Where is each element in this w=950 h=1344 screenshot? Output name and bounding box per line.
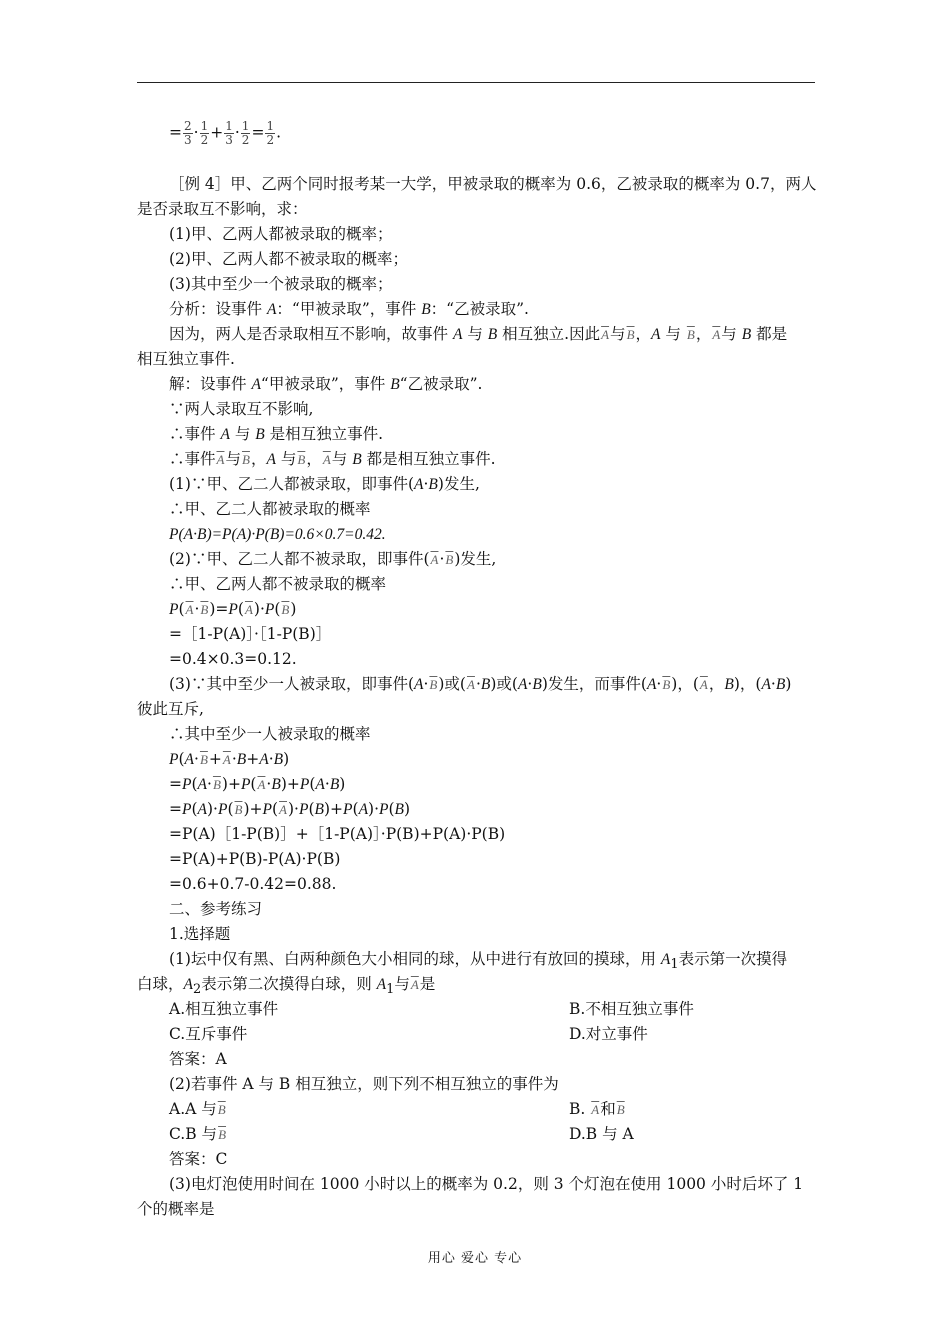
fraction-3: $\frac{1}{3}$ [225, 119, 233, 147]
part3-line-1: (3)∵其中至少一人被录取，即事件$(A\cdot\overline{B})$或$(\overline{A}\cdot B)$或(A·B)发生，而事件$(A\cdot\overline{B})$，($\overline{A}$，B)，(A·B) [169, 675, 792, 693]
answer-2: 答案：C [169, 1150, 228, 1168]
plus: + [210, 123, 224, 142]
example-line-2: 是否录取互不影响，求： [137, 200, 308, 218]
practice-q1-options-1 [169, 997, 817, 1021]
option-c: C.互斥事件 [169, 1025, 248, 1043]
option-b: B.不相互独立事件 [569, 1000, 694, 1018]
question-1: (1)甲、乙两人都被录取的概率； [169, 225, 393, 243]
dot: · [234, 123, 240, 142]
eq-sign: = [251, 123, 265, 142]
part2-line-2: ∴甲、乙两人都不被录取的概率 [169, 575, 387, 593]
part2-line-3: $P(\overline{A}\cdot\overline{B})=P(\overline{A})\cdot P(\overline{B})$ [169, 600, 297, 618]
page-footer: 用心 爱心 专心 [427, 1251, 523, 1266]
option-b: B. $\overline{A}$和$\overline{B}$ [569, 1100, 625, 1118]
option-a: A.A 与$\overline{B}$ [169, 1100, 226, 1118]
fraction-5: $\frac{1}{2}$ [266, 119, 275, 147]
practice-q2-options-1 [169, 1097, 817, 1122]
part3-line-2: 彼此互斥, [137, 700, 204, 718]
part3-line-8: =P(A)+P(B)-P(A)·P(B) [169, 850, 341, 868]
fraction-2: $\frac{1}{2}$ [200, 119, 209, 147]
option-d: D.对立事件 [569, 1025, 648, 1043]
question-2: (2)甲、乙两人都不被录取的概率； [169, 250, 408, 268]
practice-q3-line-1: (3)电灯泡使用时间在 1000 小时以上的概率为 0.2，则 3 个灯泡在使用 1000 小时后坏了 1 [169, 1175, 804, 1193]
part2-line-5: =0.4×0.3=0.12. [169, 650, 297, 668]
practice-q1-line-2: 白球，$A_2$表示第二次摸得白球，则 $A_1$与$\overline{A}$是 [137, 975, 436, 998]
part3-line-9: =0.6+0.7-0.42=0.88. [169, 875, 337, 893]
fraction-1: $\frac{2}{3}$ [184, 119, 192, 147]
example-line-1: ［例 4］甲、乙两个同时报考某一大学，甲被录取的概率为 0.6，乙被录取的概率为 0.7，两人 [169, 175, 817, 193]
fraction-4: $\frac{1}{2}$ [241, 119, 250, 147]
part1-line-2: ∴甲、乙二人都被录取的概率 [169, 500, 371, 518]
option-d: D.B 与 A [569, 1125, 634, 1143]
part3-line-5: $=P(A\cdot\overline{B})+P(\overline{A}\cdot B)+P(A\cdot B)$ [169, 775, 346, 793]
analysis-line: 分析：设事件 A：“甲被录取”，事件 B：“乙被录取”. [169, 300, 529, 318]
analysis-reason-line: 因为，两人是否录取相互不影响，故事件 A 与 B 相互独立.因此$\overline{A}$与$\overline{B}$，A 与 $\overline{B}$，$\overline{A}$与 B 都是 [169, 325, 788, 343]
practice-subtitle: 1.选择题 [169, 925, 231, 943]
solution-line-4: ∴事件$\overline{A}$与$\overline{B}$，A 与$\overline{B}$，$\overline{A}$与 B 都是相互独立事件. [169, 450, 496, 468]
practice-q3-line-2: 个的概率是 [137, 1200, 215, 1218]
part3-line-6: $=P(A)\cdot P(\overline{B})+P(\overline{A})\cdot P(B)+P(A)\cdot P(B)$ [169, 800, 411, 818]
part1-line-1: (1)∵甲、乙二人都被录取，即事件(A·B)发生, [169, 475, 480, 493]
fraction-equation [169, 120, 817, 147]
solution-line-3: ∴事件 A 与 B 是相互独立事件. [169, 425, 384, 443]
part1-line-3: P(A·B)=P(A)·P(B)=0.6×0.7=0.42. [169, 526, 386, 543]
practice-q1-options-2 [169, 1022, 817, 1046]
practice-q1-line-1: (1)坛中仅有黑、白两种颜色大小相同的球，从中进行有放回的摸球，用 $A_1$表示第一次摸得 [169, 950, 788, 973]
practice-q2: (2)若事件 A 与 B 相互独立，则下列不相互独立的事件为 [169, 1075, 559, 1093]
dot: · [193, 123, 199, 142]
part2-line-1: (2)∵甲、乙二人都不被录取，即事件$(\overline{A}\cdot\overline{B})$发生, [169, 550, 497, 568]
option-c: C.B 与$\overline{B}$ [169, 1125, 227, 1143]
practice-title: 二、参考练习 [169, 900, 263, 918]
analysis-line-2: 相互独立事件. [137, 350, 235, 368]
part3-line-7: =P(A)［1-P(B)］+［1-P(A)］·P(B)+P(A)·P(B) [169, 825, 506, 843]
answer-1: 答案：A [169, 1050, 227, 1068]
header-rule [137, 82, 815, 83]
part3-line-4: $P(A\cdot\overline{B}+\overline{A}\cdot B+A\cdot B)$ [169, 750, 290, 768]
solution-line-2: ∵两人录取互不影响, [169, 400, 314, 418]
practice-q2-options-2 [169, 1122, 817, 1147]
solution-line-1: 解：设事件 A“甲被录取”，事件 B“乙被录取”. [169, 375, 483, 393]
period: . [276, 123, 282, 142]
part2-line-4: =［1-P(A)］·［1-P(B)］ [169, 625, 332, 643]
part3-line-3: ∴其中至少一人被录取的概率 [169, 725, 371, 743]
option-a: A.相互独立事件 [169, 1000, 279, 1018]
eq-sign: = [169, 123, 182, 142]
question-3: (3)其中至少一个被录取的概率； [169, 275, 393, 293]
